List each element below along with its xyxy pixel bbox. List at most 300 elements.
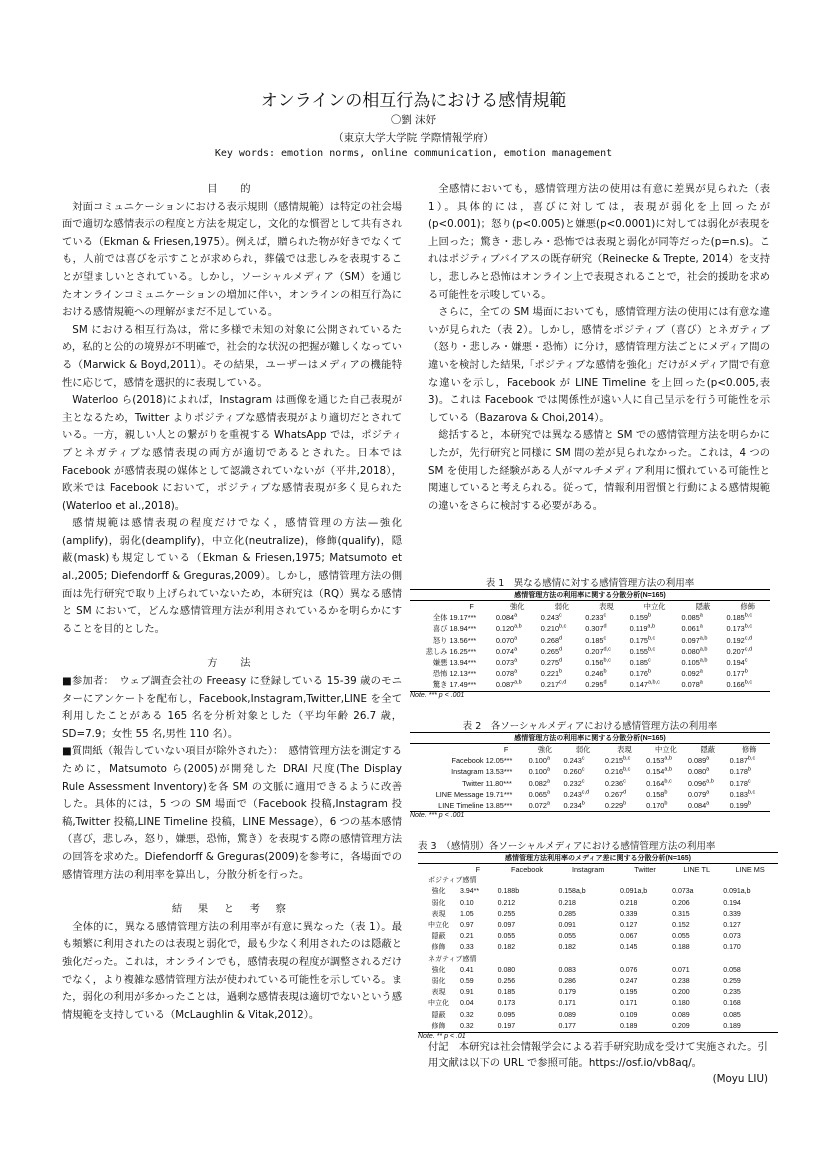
table-cell bbox=[540, 646, 584, 657]
table-cell bbox=[540, 623, 584, 634]
row-label: 嫌悪 bbox=[432, 658, 448, 668]
table-cell: 0.109 bbox=[619, 1011, 638, 1019]
table-cell: 0.206 bbox=[672, 899, 690, 907]
table-cell bbox=[563, 778, 604, 789]
table-cell bbox=[604, 755, 645, 766]
column-header: Twitter bbox=[634, 865, 656, 874]
cell-superscript: b,c bbox=[744, 612, 753, 619]
group-row bbox=[418, 954, 778, 965]
table-cell: 0.083 bbox=[558, 966, 576, 974]
table-cell: 0.091a,b bbox=[619, 888, 648, 896]
table-cell: 0.145 bbox=[619, 944, 638, 952]
cell-superscript: d bbox=[623, 789, 627, 796]
table-cell bbox=[563, 755, 604, 766]
cell-superscript: a bbox=[699, 612, 703, 619]
paragraph: 全感情においても，感情管理方法の使用は有意に差異が見られた（表 1）。具体的には，喜びに対しては，表現が弱化を上回ったが(p<0.001)；怒り(p<0.005)と嫌悪(p<0.0001)に対しては弱化が表現を上回った；驚き・悲しみ・恐怖では表現と弱化が同等だった(p=n.s)。これはポジティブバイアスの既存研究（Reinecke & Trepte, 2014）を支持し，悲しみと恐怖はオンライン上で表現されることで，社会的援助を求める可能性を示唆している。 bbox=[428, 183, 770, 301]
cell-value: 0.194 bbox=[726, 658, 745, 668]
results-heading: 結 果 と 考 察 bbox=[171, 903, 293, 916]
cell-value: 0.061 bbox=[681, 624, 700, 634]
table-cell bbox=[681, 657, 726, 668]
table-cell bbox=[681, 612, 726, 623]
cell-superscript: a bbox=[514, 612, 518, 619]
cell-value: 0.072 bbox=[528, 801, 547, 811]
page-title: オンラインの相互行為における感情規範 bbox=[260, 91, 567, 111]
table-cell bbox=[563, 789, 604, 800]
table-cell bbox=[563, 766, 604, 777]
table-note: Note. *** p < .001 bbox=[410, 812, 465, 820]
table-cell bbox=[584, 635, 628, 646]
column-header: 隠蔽 bbox=[695, 602, 711, 611]
table-cell bbox=[584, 657, 628, 668]
table-cell bbox=[725, 679, 770, 691]
table-cell: 0.067 bbox=[619, 933, 638, 941]
cell-value: 0.080 bbox=[681, 646, 700, 656]
row-label: LINE Message bbox=[435, 789, 484, 799]
table-cell bbox=[528, 766, 563, 777]
cell-value: 0.073 bbox=[495, 658, 515, 668]
cell-value: 0.097 bbox=[681, 635, 700, 645]
cell-value: 0.243 bbox=[563, 756, 582, 766]
f-value: 19.17*** bbox=[449, 613, 477, 623]
table-cell bbox=[629, 623, 681, 634]
cell-superscript: c bbox=[647, 657, 651, 664]
table-row bbox=[410, 766, 770, 777]
table-cell: 0.085 bbox=[723, 1011, 741, 1019]
right-column bbox=[428, 181, 770, 515]
cell-superscript: b,c bbox=[623, 755, 631, 762]
table-cell: 0.097 bbox=[497, 922, 516, 930]
f-value: 18.94*** bbox=[449, 624, 477, 634]
f-value: 12.05*** bbox=[485, 756, 513, 766]
cell-value: 0.074 bbox=[495, 646, 515, 656]
cell-value: 0.185 bbox=[585, 635, 604, 645]
cell-superscript: d bbox=[603, 680, 607, 686]
cell-superscript: b,c bbox=[747, 755, 756, 762]
author: 〇劉 沫妤 bbox=[390, 114, 437, 126]
cell-value: 0.216 bbox=[604, 767, 624, 777]
table-cell bbox=[681, 635, 726, 646]
cell-value: 0.155 bbox=[629, 646, 648, 656]
table-cell: 0.235 bbox=[723, 989, 741, 997]
paragraph: ■参加者： ウェブ調査会社の Freeasy に登録している 15-39 歳のモニターにアンケートを配布し，Facebook,Instagram,Twitter,LINE を全て利用したことがある 165 名を分析対象とした（平均年齢 26.7 歳，SD=7.9；女性 55 名,男性 110 名）。 bbox=[62, 675, 402, 740]
table-row bbox=[418, 931, 778, 942]
table-row bbox=[410, 789, 770, 800]
cell-superscript: c,d bbox=[581, 789, 590, 796]
table-cell: 0.41 bbox=[460, 966, 474, 974]
cell-value: 0.275 bbox=[540, 658, 560, 668]
table-cell: 0.195 bbox=[619, 989, 638, 997]
cell-value: 0.092 bbox=[681, 669, 700, 679]
cell-value: 0.267 bbox=[604, 789, 624, 799]
table-cell: 0.255 bbox=[497, 910, 516, 918]
cell-superscript: a,b bbox=[514, 680, 522, 686]
column-header: 強化 bbox=[537, 745, 553, 754]
cell-value: 0.210 bbox=[540, 624, 560, 634]
table-row bbox=[410, 800, 770, 812]
table-row bbox=[410, 679, 770, 691]
table-cell: 0.238 bbox=[672, 978, 690, 986]
table-caption: 表 1 異なる感情に対する感情管理方法の利用率 bbox=[485, 578, 695, 589]
row-label: 修飾 bbox=[418, 1021, 459, 1033]
cell-superscript: a bbox=[699, 668, 703, 675]
table-cell: 0.158a,b bbox=[558, 888, 586, 896]
table-cell bbox=[540, 679, 584, 691]
cell-value: 0.147 bbox=[629, 680, 648, 690]
cell-value: 0.217 bbox=[540, 680, 560, 690]
cell-superscript: c bbox=[581, 778, 585, 785]
table-cell bbox=[645, 766, 687, 777]
cell-superscript: c bbox=[559, 612, 562, 619]
cell-superscript: a bbox=[546, 800, 550, 807]
methods-heading: 方 法 bbox=[207, 657, 257, 670]
cell-value: 0.153 bbox=[646, 756, 665, 766]
cell-value: 0.243 bbox=[563, 789, 582, 799]
row-label: 表現 bbox=[431, 910, 446, 918]
column-header: 修飾 bbox=[740, 602, 756, 611]
table-row bbox=[418, 898, 778, 909]
cell-value: 0.159 bbox=[629, 613, 648, 623]
cell-superscript: b bbox=[664, 789, 668, 796]
table-cell: 0.339 bbox=[619, 910, 638, 918]
cell-value: 0.173 bbox=[726, 624, 745, 634]
table-cell: 0.171 bbox=[558, 1000, 576, 1008]
table-cell bbox=[495, 668, 540, 679]
row-label: Facebook bbox=[451, 756, 484, 766]
table-cell bbox=[528, 789, 563, 800]
cell-superscript: c bbox=[747, 778, 751, 785]
cell-value: 0.084 bbox=[687, 801, 707, 811]
data-table bbox=[410, 601, 770, 692]
table-cell: 0.200 bbox=[672, 989, 690, 997]
table-cell: 0.218 bbox=[619, 899, 638, 907]
cell-value: 0.082 bbox=[528, 778, 547, 788]
table-row bbox=[418, 1021, 778, 1033]
table-cell bbox=[528, 755, 563, 766]
cell-value: 0.164 bbox=[646, 778, 665, 788]
cell-value: 0.178 bbox=[729, 778, 748, 788]
table-cell bbox=[540, 668, 584, 679]
table-row bbox=[418, 998, 778, 1009]
table-row bbox=[418, 920, 778, 931]
cell-value: 0.080 bbox=[687, 767, 707, 777]
cell-value: 0.192 bbox=[726, 635, 745, 645]
row-label: 弱化 bbox=[431, 978, 446, 986]
table-cell bbox=[725, 623, 770, 634]
table-cell: 0.179 bbox=[558, 989, 576, 997]
paragraph: Waterloo ら(2018)によれば，Instagram は画像を通じた自己表現が主となるため，Twitter よりポジティブな感情表現がより適切だとされている。一方，親しい人との繋がりを重視する WhatsApp では，ポジティブとネガティブな感情表現の両方が適切であるとされた。日本では Facebook が感情表現の媒体として認識されていないが（平井,2018），欧米では Facebook において，ポジティブな感情表現が多く見られた(Waterloo et al.,2018)。 bbox=[62, 394, 402, 512]
table-cell: 0.182 bbox=[558, 944, 576, 952]
cell-value: 0.154 bbox=[646, 767, 665, 777]
affiliation: （東京大学大学院 学際情報学府） bbox=[333, 132, 494, 144]
table-row bbox=[418, 1010, 778, 1021]
row-label: 隠蔽 bbox=[431, 933, 446, 941]
row-label: 強化 bbox=[431, 966, 446, 974]
table-cell: 0.189 bbox=[619, 1021, 671, 1033]
cell-superscript: d,c bbox=[603, 646, 611, 653]
column-header: 弱化 bbox=[575, 745, 591, 754]
cell-value: 0.268 bbox=[540, 635, 560, 645]
cell-value: 0.100 bbox=[528, 756, 547, 766]
cell-value: 0.100 bbox=[528, 767, 547, 777]
table-row bbox=[418, 965, 778, 976]
cell-value: 0.105 bbox=[681, 658, 700, 668]
cell-value: 0.185 bbox=[726, 613, 745, 623]
table-cell: 1.05 bbox=[460, 910, 474, 918]
table-cell: 0.32 bbox=[460, 1011, 474, 1019]
table-note: Note. ** p < .01 bbox=[418, 1033, 466, 1041]
f-value: 13.56*** bbox=[449, 635, 477, 645]
paragraph: ■質問紙（報告していない項目が除外された）： 感情管理方法を測定するために，Matsumoto ら(2005)が開発した DRAI 尺度(The Display Rule Assessment Inventory)を各 SM の文脈に適用できるように改善した。具体的には，5 つの SM 場面で（Facebook 投稿,Instagram 投稿,Twitter 投稿,LINE Timeline 投稿，LINE Message），6 つの基本感情（喜び，悲しみ，怒り，嫌悪，恐怖，驚き）を表現する際の感情管理方法の回答を求めた。Diefendorff & Greguras(2009)を参考に，各場面での感情管理方法の利用率を算出し，分散分析を行った。 bbox=[62, 745, 403, 881]
table-cell bbox=[495, 635, 540, 646]
row-label: 悲しみ bbox=[425, 646, 448, 656]
cell-superscript: a,b bbox=[664, 755, 673, 762]
column-header bbox=[418, 864, 459, 875]
cell-superscript: b bbox=[647, 668, 651, 675]
table-1 bbox=[410, 575, 770, 700]
table-cell bbox=[729, 766, 770, 777]
table-cell: 0.212 bbox=[497, 899, 516, 907]
table-cell bbox=[629, 668, 681, 679]
table-cell: 0.080 bbox=[497, 966, 516, 974]
table-cell bbox=[629, 679, 681, 691]
table-cell: 0.089 bbox=[672, 1011, 690, 1019]
cell-value: 0.158 bbox=[646, 789, 665, 799]
table-cell bbox=[725, 646, 770, 657]
cell-superscript: b,c bbox=[744, 623, 753, 630]
table-cell: 0.218 bbox=[558, 899, 576, 907]
table-cell bbox=[495, 646, 540, 657]
table-cell: 0.91 bbox=[460, 989, 474, 997]
f-value: 11.80*** bbox=[485, 778, 512, 788]
row-label: 修飾 bbox=[431, 944, 446, 952]
cell-value: 0.229 bbox=[604, 801, 624, 811]
cell-value: 0.085 bbox=[681, 613, 700, 623]
cell-superscript: b,c bbox=[747, 789, 756, 796]
cell-superscript: d bbox=[559, 646, 563, 653]
table-cell: 0.170 bbox=[723, 944, 741, 952]
table-cell bbox=[540, 657, 584, 668]
cell-superscript: a,b bbox=[699, 646, 708, 653]
cell-superscript: a bbox=[546, 766, 550, 773]
table-row bbox=[410, 755, 770, 766]
table-cell: 0.127 bbox=[723, 922, 741, 930]
table-cell bbox=[563, 800, 604, 812]
cell-superscript: a,b bbox=[699, 635, 708, 642]
table-cell: 0.194 bbox=[723, 899, 741, 907]
table-cell bbox=[604, 789, 645, 800]
cell-value: 0.265 bbox=[540, 646, 560, 656]
purpose-heading: 目 的 bbox=[207, 183, 257, 195]
table-cell bbox=[681, 679, 726, 691]
row-label: 怒り bbox=[432, 635, 448, 645]
cell-superscript: a bbox=[706, 800, 710, 807]
cell-superscript: a bbox=[706, 789, 710, 796]
table-cell bbox=[729, 800, 770, 812]
cell-superscript: b bbox=[747, 766, 751, 773]
table-cell bbox=[729, 755, 770, 766]
f-value: 17.49*** bbox=[448, 679, 494, 691]
table-subtitle: 感情管理方法の利用率に関する分散分析(N=165) bbox=[410, 732, 770, 744]
cell-value: 0.089 bbox=[687, 756, 707, 766]
table-cell: 0.127 bbox=[619, 922, 638, 930]
f-value: 19.71*** bbox=[485, 789, 513, 799]
cell-value: 0.166 bbox=[726, 680, 745, 690]
f-value: 13.53*** bbox=[485, 767, 513, 777]
column-header: 中立化 bbox=[643, 602, 666, 611]
cell-value: 0.084 bbox=[495, 613, 515, 623]
cell-value: 0.070 bbox=[495, 635, 515, 645]
cell-superscript: b,c bbox=[647, 635, 656, 642]
left-column bbox=[62, 181, 402, 1024]
table-cell bbox=[645, 789, 687, 800]
cell-superscript: b bbox=[664, 800, 668, 807]
cell-superscript: a bbox=[514, 657, 518, 664]
table-cell: 0.073a bbox=[672, 888, 694, 896]
cell-superscript: a bbox=[546, 789, 550, 796]
cell-superscript: a,b bbox=[699, 657, 708, 664]
table-cell bbox=[687, 800, 729, 812]
table-cell bbox=[604, 778, 645, 789]
cell-value: 0.183 bbox=[729, 789, 748, 799]
table-cell bbox=[584, 646, 628, 657]
table-cell: 0.59 bbox=[460, 978, 474, 986]
group-row bbox=[418, 875, 778, 886]
cell-value: 0.233 bbox=[585, 613, 604, 623]
cell-superscript: d bbox=[603, 623, 607, 630]
cell-superscript: c,d bbox=[744, 635, 753, 642]
table-row bbox=[410, 612, 770, 623]
row-label: 弱化 bbox=[431, 899, 446, 907]
cell-value: 0.246 bbox=[585, 669, 604, 679]
table-cell bbox=[604, 766, 645, 777]
table-cell: 0.095 bbox=[497, 1011, 516, 1019]
table-cell: 0.339 bbox=[723, 910, 741, 918]
table-cell: 0.209 bbox=[671, 1021, 722, 1033]
table-cell bbox=[528, 778, 563, 789]
table-row bbox=[418, 942, 778, 953]
cell-superscript: a bbox=[514, 635, 518, 642]
table-cell: 0.188 bbox=[672, 944, 690, 952]
table-cell bbox=[725, 668, 770, 679]
cell-superscript: a bbox=[514, 646, 518, 653]
paragraph: 対面コミュニケーションにおける表示規則（感情規範）は特定の社会場面で適切な感情表示の程度と方法を規定し，文化的な慣習として共有されている（Ekman & Friesen,1975）。例えば，贈られた物が好きでなくても，人前では喜びを示すことが求められ，葬儀では悲しみを表現することが望ましいとされている。しかし，ソーシャルメディア（SM）を通じたオンラインコミュニケーションの増加に伴い，オンラインの相互行為における感情規範への理解がまだ不足している。 bbox=[62, 200, 402, 319]
table-cell: 0.152 bbox=[672, 922, 690, 930]
column-header bbox=[410, 601, 448, 612]
cell-superscript: b,c bbox=[664, 778, 672, 785]
column-header: 修飾 bbox=[742, 745, 757, 754]
acknowledgment-author: (Moyu LIU) bbox=[712, 1073, 768, 1085]
table-cell: 0.286 bbox=[558, 978, 576, 986]
table-cell bbox=[687, 789, 729, 800]
column-header: 中立化 bbox=[655, 745, 677, 754]
table-subtitle: 感情管理方法利用率のメディア差に関する分散分析(N=165) bbox=[418, 852, 778, 864]
table-cell: 0.259 bbox=[723, 978, 741, 986]
f-value: 13.85*** bbox=[485, 800, 528, 812]
cell-superscript: a bbox=[514, 668, 518, 675]
table-2 bbox=[410, 718, 770, 820]
row-label: 喜び bbox=[432, 624, 448, 634]
cell-superscript: b bbox=[647, 612, 651, 619]
cell-value: 0.096 bbox=[687, 778, 707, 788]
table-cell bbox=[687, 766, 729, 777]
table-cell bbox=[495, 679, 540, 691]
cell-value: 0.307 bbox=[585, 624, 604, 634]
table-cell bbox=[725, 635, 770, 646]
cell-superscript: d bbox=[559, 635, 563, 642]
table-cell: 0.071 bbox=[672, 966, 690, 974]
cell-superscript: a bbox=[546, 755, 550, 762]
cell-superscript: b bbox=[581, 800, 585, 807]
column-header: F bbox=[469, 602, 474, 611]
cell-superscript: c,d bbox=[744, 646, 753, 653]
table-cell bbox=[584, 612, 628, 623]
table-cell: 0.97 bbox=[460, 922, 474, 930]
row-label: 恐怖 bbox=[432, 669, 448, 679]
column-header: Instagram bbox=[571, 865, 605, 874]
cell-superscript: a,b bbox=[514, 623, 522, 630]
table-cell bbox=[584, 623, 628, 634]
table-cell bbox=[681, 623, 726, 634]
table-cell: 0.173 bbox=[497, 1000, 516, 1008]
f-value: 12.13*** bbox=[449, 669, 477, 679]
table-cell: 0.33 bbox=[460, 944, 474, 952]
table-subtitle: 感情管理方法の利用率に関する分散分析(N=165) bbox=[410, 589, 770, 601]
cell-superscript: c,d bbox=[559, 680, 567, 686]
cell-value: 0.177 bbox=[726, 669, 745, 679]
cell-superscript: b bbox=[747, 800, 751, 807]
table-cell bbox=[629, 657, 681, 668]
table-cell bbox=[495, 612, 540, 623]
cell-value: 0.176 bbox=[629, 669, 648, 679]
table-3 bbox=[418, 838, 778, 1041]
cell-superscript: b,c bbox=[623, 766, 631, 773]
cell-superscript: b,c bbox=[559, 623, 567, 630]
column-header: 表現 bbox=[617, 745, 632, 754]
column-header: LINE MS bbox=[735, 865, 765, 874]
table-cell: 0.177 bbox=[557, 1021, 619, 1033]
cell-superscript: a bbox=[706, 755, 710, 762]
table-row bbox=[418, 909, 778, 920]
cell-superscript: d bbox=[559, 657, 563, 664]
table-cell bbox=[495, 657, 540, 668]
cell-value: 0.207 bbox=[585, 646, 604, 656]
cell-superscript: c bbox=[744, 657, 748, 664]
table-cell: 3.94** bbox=[460, 888, 480, 896]
cell-superscript: c bbox=[581, 755, 585, 762]
cell-value: 0.187 bbox=[729, 756, 748, 766]
acknowledgment-text: 付記 本研究は社会情報学会による若手研究助成を受けて実施された。引用文献は以下の URL で参照可能。https://osf.io/vb8aq/。 bbox=[428, 1041, 768, 1069]
row-label: Instagram bbox=[451, 767, 484, 777]
table-caption: 表 3 （感情別）各ソーシャルメディアにおける感情管理方法の利用率 bbox=[418, 841, 716, 852]
table-cell bbox=[540, 635, 584, 646]
cell-value: 0.295 bbox=[585, 680, 604, 690]
cell-superscript: b bbox=[744, 668, 748, 675]
table-cell: 0.197 bbox=[497, 1021, 558, 1033]
table-cell bbox=[629, 612, 681, 623]
table-cell bbox=[584, 679, 628, 691]
cell-superscript: a bbox=[699, 680, 703, 686]
row-label: 中立化 bbox=[428, 1000, 450, 1008]
cell-value: 0.079 bbox=[687, 789, 707, 799]
cell-value: 0.234 bbox=[563, 801, 582, 811]
cell-superscript: a,b,c bbox=[647, 680, 660, 686]
column-header: 表現 bbox=[599, 602, 614, 611]
cell-superscript: b bbox=[559, 668, 563, 675]
row-label: 強化 bbox=[431, 888, 446, 896]
cell-superscript: a,b bbox=[706, 778, 714, 785]
column-header: F bbox=[475, 865, 481, 874]
cell-value: 0.065 bbox=[528, 789, 547, 799]
